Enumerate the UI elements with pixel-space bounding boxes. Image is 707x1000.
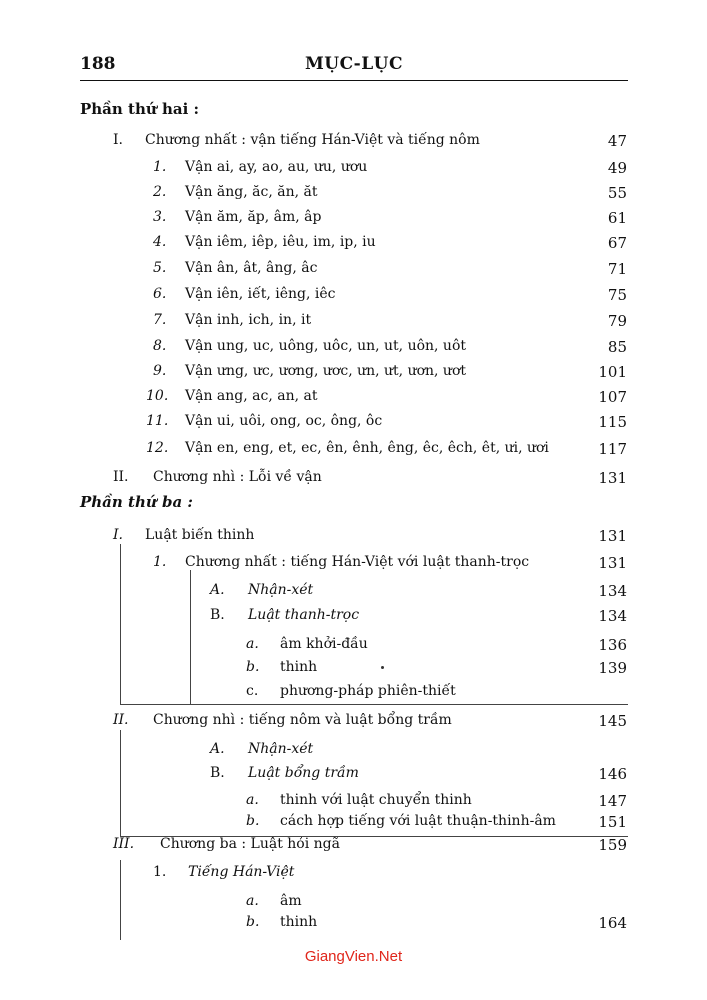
toc-entry-page: 131 — [598, 554, 627, 572]
toc-entry-marker: 3. — [153, 209, 167, 225]
toc-entry — [0, 132, 627, 156]
toc-entry — [0, 338, 627, 362]
toc-entry-title: Vận ui, uôi, ong, oc, ông, ôc — [185, 413, 383, 429]
toc-entry-marker: 10. — [146, 388, 169, 404]
toc-entry — [0, 813, 627, 837]
toc-entry — [0, 527, 627, 551]
toc-entry-page: 85 — [607, 338, 627, 356]
toc-entry — [0, 659, 627, 683]
part-two-title: Phần thứ hai : — [80, 100, 200, 118]
toc-entry-page: 159 — [598, 836, 627, 854]
toc-entry-marker: a. — [246, 636, 259, 652]
toc-entry-page: 145 — [598, 712, 627, 730]
bracket-line — [120, 836, 628, 837]
toc-entry — [0, 286, 627, 310]
toc-entry — [0, 554, 627, 578]
toc-entry-page: 147 — [598, 792, 627, 810]
toc-entry-marker: 1. — [153, 864, 167, 880]
toc-entry-marker: 1. — [153, 554, 167, 570]
toc-entry-title: Chương nhất : tiếng Hán-Việt với luật thanh-trọc — [185, 554, 530, 570]
toc-entry-page: 71 — [607, 260, 627, 278]
toc-entry — [0, 209, 627, 233]
toc-entry-page: 55 — [607, 184, 627, 202]
toc-entry-title: Vận ăng, ăc, ăn, ăt — [185, 184, 318, 200]
toc-entry-title: Tiếng Hán-Việt — [188, 864, 295, 880]
bracket-line — [120, 544, 121, 704]
toc-entry — [0, 712, 627, 736]
toc-entry-title: âm khởi-đầu — [280, 636, 368, 652]
toc-entry-marker: 4. — [153, 234, 167, 250]
toc-entry-marker: III. — [113, 836, 135, 852]
toc-entry-title: Vận ung, uc, uông, uôc, un, ut, uôn, uôt — [185, 338, 466, 354]
toc-entry — [0, 765, 627, 789]
toc-entry-marker: B. — [210, 765, 225, 781]
toc-entry-page: 151 — [598, 813, 627, 831]
toc-entry-marker: B. — [210, 607, 225, 623]
toc-entry-title: Vận ai, ay, ao, au, ưu, ươu — [185, 159, 368, 175]
toc-entry-marker: b. — [246, 813, 260, 829]
watermark: GiangVien.Net — [304, 948, 403, 965]
speck — [381, 666, 384, 669]
page-title: MỤC-LỤC — [304, 54, 404, 74]
toc-entry-title: âm — [280, 893, 302, 909]
toc-entry-page: 79 — [607, 312, 627, 330]
toc-entry-title: Nhận-xét — [248, 741, 314, 757]
toc-entry — [0, 741, 627, 765]
toc-entry-marker: A. — [210, 582, 225, 598]
toc-entry-title: Chương nhì : Lỗi về vận — [153, 469, 322, 485]
toc-entry-page: 131 — [598, 469, 627, 487]
toc-entry-marker: 1. — [153, 159, 167, 175]
page-number: 188 — [80, 54, 116, 74]
toc-entry-page: 134 — [598, 582, 627, 600]
toc-entry-marker: 5. — [153, 260, 167, 276]
toc-entry-title: Vận iên, iết, iêng, iêc — [185, 286, 336, 302]
toc-entry — [0, 413, 627, 437]
toc-entry — [0, 388, 627, 412]
toc-entry-title: phương-pháp phiên-thiết — [280, 683, 456, 699]
toc-entry-marker: 7. — [153, 312, 167, 328]
toc-entry-page: 75 — [607, 286, 627, 304]
toc-entry — [0, 440, 627, 464]
toc-entry — [0, 864, 627, 888]
toc-entry-page: 107 — [598, 388, 627, 406]
toc-entry-marker: II. — [113, 469, 129, 485]
toc-entry-page: 136 — [598, 636, 627, 654]
toc-entry-title: cách hợp tiếng với luật thuận-thinh-âm — [280, 813, 556, 829]
toc-entry-title: Chương nhất : vận tiếng Hán-Việt và tiếng nôm — [145, 132, 480, 148]
toc-entry-title: thinh — [280, 659, 318, 675]
bracket-line — [120, 704, 628, 705]
toc-entry-title: Luật bổng trầm — [248, 765, 359, 781]
toc-entry-marker: I. — [113, 132, 123, 148]
toc-entry-title: thinh — [280, 914, 318, 930]
toc-entry — [0, 636, 627, 660]
toc-entry-marker: c. — [246, 683, 259, 699]
toc-entry-title: Vận en, eng, et, ec, ên, ênh, êng, êc, êch, êt, ưi, ươi — [185, 440, 549, 456]
toc-entry-marker: a. — [246, 792, 259, 808]
toc-entry-title: thinh với luật chuyển thinh — [280, 792, 472, 808]
toc-entry-page: 61 — [607, 209, 627, 227]
toc-entry-page: 164 — [598, 914, 627, 932]
toc-entry-marker: II. — [113, 712, 129, 728]
toc-entry-title: Vận ưng, ưc, ương, ươc, ưn, ưt, ươn, ươt — [185, 363, 466, 379]
toc-entry-marker: a. — [246, 893, 259, 909]
toc-entry-title: Vận iêm, iêp, iêu, im, ip, iu — [185, 234, 376, 250]
bracket-line — [120, 730, 121, 836]
toc-entry-page: 139 — [598, 659, 627, 677]
toc-entry-page: 117 — [598, 440, 627, 458]
toc-entry-page: 146 — [598, 765, 627, 783]
toc-entry — [0, 582, 627, 606]
toc-entry — [0, 914, 627, 938]
bracket-line — [190, 570, 191, 704]
toc-entry-marker: 12. — [146, 440, 169, 456]
toc-entry-marker: 2. — [153, 184, 167, 200]
toc-entry-title: Vận ang, ac, an, at — [185, 388, 318, 404]
toc-entry-marker: 9. — [153, 363, 167, 379]
toc-entry — [0, 159, 627, 183]
toc-entry-page: 47 — [607, 132, 627, 150]
toc-entry-title: Vận ăm, ăp, âm, âp — [185, 209, 322, 225]
toc-entry-title: Chương ba : Luật hỏi ngã — [160, 836, 340, 852]
toc-entry — [0, 260, 627, 284]
bracket-line — [120, 860, 121, 940]
toc-entry-marker: I. — [113, 527, 123, 543]
toc-entry — [0, 607, 627, 631]
toc-entry-title: Vận inh, ich, in, it — [185, 312, 312, 328]
toc-entry — [0, 469, 627, 493]
toc-entry — [0, 836, 627, 860]
toc-entry-title: Luật thanh-trọc — [248, 607, 360, 623]
toc-entry-marker: A. — [210, 741, 225, 757]
toc-entry-page: 49 — [607, 159, 627, 177]
toc-entry-page: 67 — [607, 234, 627, 252]
toc-entry-page: 134 — [598, 607, 627, 625]
toc-entry-title: Nhận-xét — [248, 582, 314, 598]
toc-entry-page: 115 — [598, 413, 627, 431]
toc-entry-marker: b. — [246, 914, 260, 930]
part-three-title: Phần thứ ba : — [80, 493, 193, 511]
toc-entry — [0, 234, 627, 258]
toc-entry-marker: 6. — [153, 286, 167, 302]
page-header — [80, 54, 628, 81]
toc-entry-marker: 11. — [146, 413, 169, 429]
toc-entry — [0, 312, 627, 336]
toc-entry-title: Chương nhì : tiếng nôm và luật bổng trầm — [153, 712, 452, 728]
toc-entry-marker: 8. — [153, 338, 167, 354]
toc-entry — [0, 184, 627, 208]
toc-entry-page: 131 — [598, 527, 627, 545]
toc-entry-title: Vận ân, ât, âng, âc — [185, 260, 318, 276]
toc-entry-title: Luật biến thinh — [145, 527, 255, 543]
toc-entry-marker: b. — [246, 659, 260, 675]
toc-entry-page: 101 — [598, 363, 627, 381]
toc-entry — [0, 363, 627, 387]
